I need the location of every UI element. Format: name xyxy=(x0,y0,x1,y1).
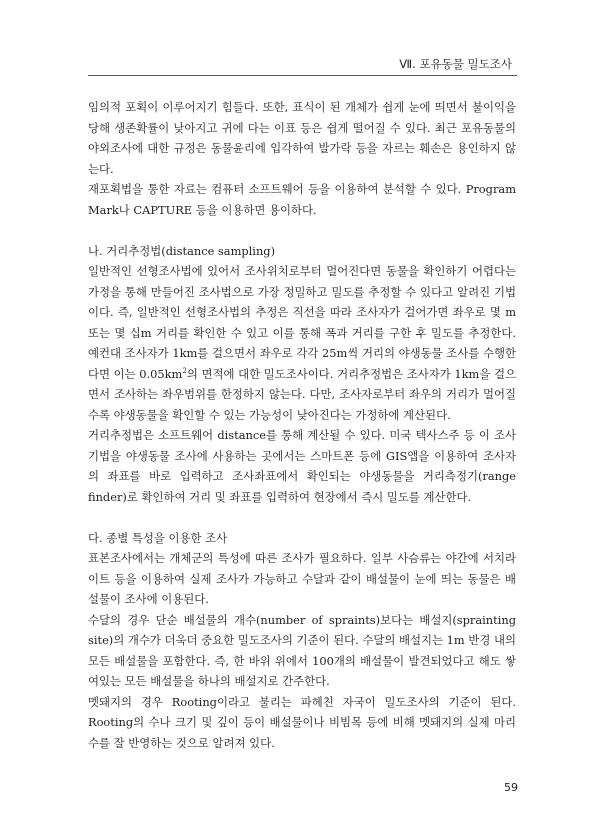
section-spacer xyxy=(88,507,516,528)
section-spacer xyxy=(88,220,516,241)
running-header: Ⅶ. 포유동물 밀도조사 xyxy=(399,57,512,71)
paragraph-recapture-software: 재포획법을 통한 자료는 컴퓨터 소프트웨어 등을 이용하여 분석할 수 있다. Program Mark나 CAPTURE 등을 이용하면 용이하다. xyxy=(88,182,516,217)
paragraph-marking-limitations: 임의적 포획이 이루어지기 힘들다. 또한, 표식이 된 개체가 쉽게 눈에 띄면서 불이익을 당해 생존확률이 낮아지고 귀에 다는 이표 등은 쉽게 떨어질 수 있다. 최근 포유동물의 야외조사에 대한 규정은 동물윤리에 입각하여 발가락 등을 자르는 훼손은 용인하지 않는다. xyxy=(88,100,516,176)
page-body xyxy=(88,97,516,753)
page-number: 59 xyxy=(504,781,518,794)
paragraph-distance-software: 거리추정법은 소프트웨어 distance를 통해 계산될 수 있다. 미국 텍사스주 등 이 조사기법을 야생동물 조사에 사용하는 곳에서는 스마트폰 등에 GIS앱을 이용하여 조사자의 좌표를 바로 입력하고 조사좌표에서 확인되는 야생동물을 거리측정기(range finder)로 확인하여 거리 및 좌표를 입력하여 현장에서 즉시 밀도를 계산한다. xyxy=(88,428,516,504)
section-heading-distance-sampling: 나. 거리추정법(distance sampling) xyxy=(88,243,276,258)
header-divider xyxy=(88,75,517,76)
paragraph-otter-spraints: 수달의 경우 단순 배설물의 개수(number of spraints)보다는 배설지(sprainting site)의 개수가 더욱더 중요한 밀도조사의 기준이 된다. 수달의 배설지는 1m 반경 내의 모든 배설물을 포함한다. 즉, 한 바위 위에서 100개의 배설물이 발견되었다고 해도 쌓여있는 모든 배설물을 하나의 배설지로 간주한다. xyxy=(88,612,516,688)
area-superscript: 2 xyxy=(182,366,187,375)
paragraph-distance-sampling-method xyxy=(88,261,516,425)
paragraph-wild-boar-rooting: 멧돼지의 경우 Rooting이라고 불리는 파헤친 자국이 밀도조사의 기준이 된다. Rooting의 수나 크기 및 깊이 등이 배설물이나 비빔목 등에 비해 멧돼지의 실제 마리수를 잘 반영하는 것으로 알려져 있다. xyxy=(88,694,516,750)
paragraph-text-end: 의 면적에 대한 밀도조사이다. 거리추정법은 조사자가 1km을 걸으면서 조사하는 좌우범위를 한정하지 않는다. 다만, 조사자로부터 좌우의 거리가 멀어질수록 야생동물을 확인할 수 있는 가능성이 낮아진다는 가정하에 계산된다. xyxy=(88,366,516,422)
section-heading-species-traits: 다. 종별 특성을 이용한 조사 xyxy=(88,530,228,545)
paragraph-text-start: 일반적인 선형조사법에 있어서 조사위치로부터 멀어진다면 동물을 확인하기 어렵다는 가정을 통해 만들어진 조사법으로 가장 정밀하고 밀도를 추정할 수 있다고 알려진 기법이다. 즉, 일반적인 선형조사법의 추정은 직선을 따라 조사자가 걸어가면 좌우로 몇 m 또는 몇 십m 거리를 확인한 수 있고 이를 통해 폭과 거리를 구한 후 밀도를 추정한다. 예컨대 조사자가 1km를 걸으면서 좌우로 각각 25m씩 거리의 야생동물 조사를 수행한다면 이는 0.05km xyxy=(88,264,516,381)
paragraph-sample-survey: 표본조사에서는 개체군의 특성에 따른 조사가 필요하다. 일부 사슴류는 야간에 서치라이트 등을 이용하여 실제 조사가 가능하고 수달과 같이 배설물이 눈에 띄는 동물은 배설물이 조사에 이용된다. xyxy=(88,551,516,606)
